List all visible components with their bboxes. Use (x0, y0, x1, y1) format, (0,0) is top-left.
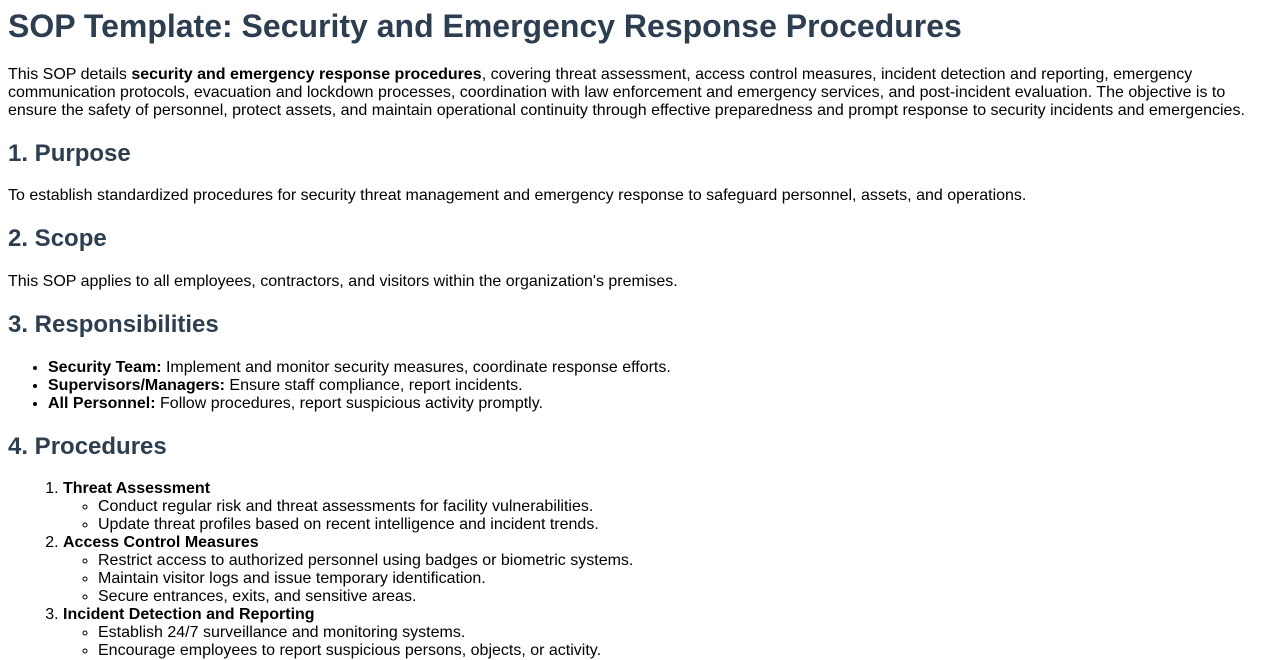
procedure-substep: ◦ Secure entrances, exits, and sensitive areas. (98, 588, 1255, 606)
purpose-body: To establish standardized procedures for security threat management and emergency response to safeguard personnel, assets, and operations. (8, 187, 1027, 205)
responsibility-text: Implement and monitor security measures, coordinate response efforts. (161, 358, 671, 376)
section-heading-purpose: 1. Purpose (8, 139, 131, 167)
page-title: SOP Template: Security and Emergency Response Procedures (8, 8, 962, 44)
procedure-step-incident-detection (63, 606, 1255, 660)
intro-text-before: This SOP details (8, 65, 132, 83)
procedure-step-title: Threat Assessment (63, 480, 211, 498)
scope-body: This SOP applies to all employees, contractors, and visitors within the organization's premises. (8, 272, 678, 290)
responsibility-label: Supervisors/Managers: (48, 376, 225, 394)
procedure-substep: ◦ Establish 24/7 surveillance and monitoring systems. (98, 624, 1255, 642)
section-heading-procedures: 4. Procedures (8, 432, 167, 460)
procedure-substep: ◦ Restrict access to authorized personnel using badges or biometric systems. (98, 552, 1255, 570)
responsibility-label: Security Team: (48, 358, 162, 376)
section-heading-responsibilities: 3. Responsibilities (8, 310, 219, 338)
procedure-step-threat-assessment (63, 480, 1255, 534)
procedure-substep: ◦ Update threat profiles based on recent intelligence and incident trends. (98, 516, 1255, 534)
procedure-step-title: Incident Detection and Reporting (63, 606, 315, 624)
procedure-substeps-list (63, 552, 1255, 606)
responsibility-item-security-team (48, 359, 1255, 377)
procedure-step-access-control (63, 534, 1255, 606)
responsibility-text: Ensure staff compliance, report incidents. (224, 376, 523, 394)
responsibility-item-all-personnel (48, 395, 1255, 413)
procedure-substeps-list (63, 498, 1255, 534)
intro-text-bold: security and emergency response procedures (131, 65, 482, 83)
intro-paragraph (8, 66, 1255, 120)
procedure-substep: ◦ Encourage employees to report suspicious persons, objects, or activity. (98, 642, 1255, 660)
procedures-list (8, 480, 1255, 660)
intro-text-after: , covering threat assessment, access control measures, incident detection and reporting, emergency communication protocols, evacuation and lockdown processes, coordination with law enforcement and emergency services, and post-incident evaluation. The objective is to ensure the safety of personnel, protect assets, and maintain operational continuity through effective preparedness and prompt response to security incidents and emergencies. (8, 65, 1245, 119)
procedure-substep: ◦ Maintain visitor logs and issue temporary identification. (98, 570, 1255, 588)
procedure-step-title: Access Control Measures (63, 534, 259, 552)
section-heading-scope: 2. Scope (8, 225, 107, 253)
responsibility-text: Follow procedures, report suspicious activity promptly. (155, 394, 543, 412)
responsibility-item-supervisors (48, 377, 1255, 395)
procedure-substeps-list (63, 624, 1255, 660)
responsibilities-list (8, 359, 1255, 413)
procedure-substep: ◦ Conduct regular risk and threat assessments for facility vulnerabilities. (98, 498, 1255, 516)
responsibility-label: All Personnel: (48, 394, 156, 412)
